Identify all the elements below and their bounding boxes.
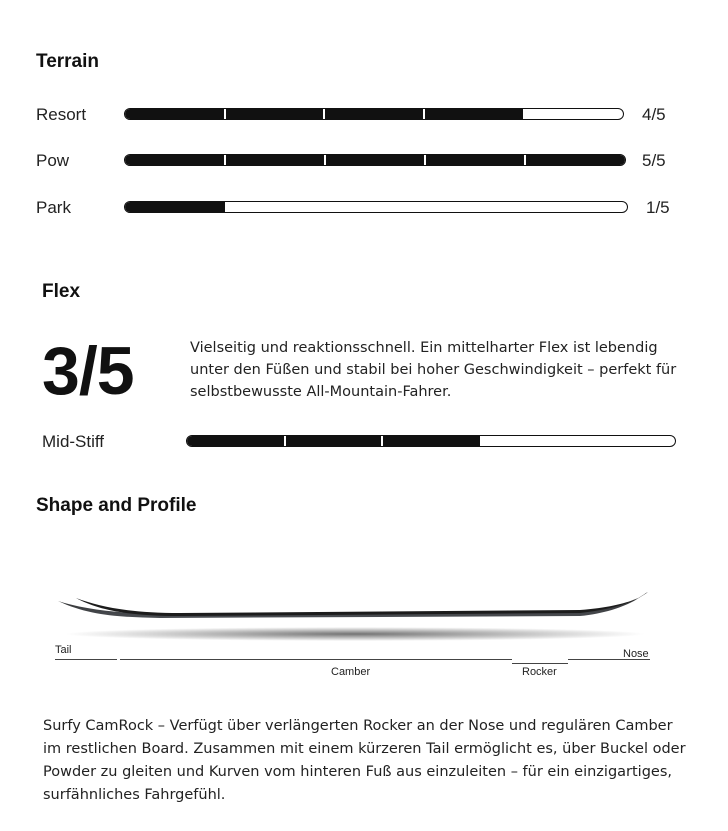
- terrain-bar-fill-pow: [125, 155, 625, 165]
- flex-level-label: Mid-Stiff: [42, 432, 105, 451]
- terrain-heading: Terrain: [36, 51, 100, 72]
- board-profile-illustration: [40, 580, 680, 650]
- flex-description: Vielseitig und reaktionsschnell. Ein mittelharter Flex ist lebendig unter den Füßen und stabil bei hoher Geschwindigkeit – perfekt für selbstbewusste All-Mountain-Fahrer.: [190, 340, 677, 400]
- board-shadow: [65, 627, 645, 641]
- rocker-label: Rocker: [522, 666, 557, 678]
- camber-segment-line: [120, 659, 512, 660]
- nose-label: Nose: [623, 648, 649, 660]
- camber-label: Camber: [331, 666, 371, 678]
- terrain-bar-resort-separator: [423, 109, 425, 119]
- terrain-bar-pow: [124, 154, 626, 166]
- terrain-bar-resort-separator: [224, 109, 226, 119]
- flex-heading: Flex: [42, 281, 81, 302]
- flex-bar-separator: [381, 436, 383, 446]
- flex-bar: [186, 435, 676, 447]
- terrain-value-park: 1/5: [646, 198, 670, 217]
- terrain-bar-fill-park: [125, 202, 225, 212]
- rocker-segment-line: [512, 663, 568, 664]
- terrain-bar-park: [124, 201, 628, 213]
- tail-segment-line: [55, 659, 117, 660]
- terrain-bar-resort-separator: [323, 109, 325, 119]
- shape-description: Surfy CamRock – Verfügt über verlängerten Rocker an der Nose und regulären Camber im restlichen Board. Zusammen mit einem kürzeren Tail ermöglicht es, über Buckel oder Powder zu gleiten und Kurven vom hinteren Fuß aus einzuleiten – für ein einzigartiges, surfähnliches Fahrgefühl.: [43, 718, 686, 803]
- terrain-value-pow: 5/5: [642, 151, 666, 170]
- flex-rating: 3/5: [42, 333, 134, 409]
- terrain-bar-pow-separator: [324, 155, 326, 165]
- terrain-value-resort: 4/5: [642, 105, 666, 124]
- flex-bar-separator: [284, 436, 286, 446]
- shape-heading: Shape and Profile: [36, 495, 197, 516]
- terrain-bar-pow-separator: [424, 155, 426, 165]
- tail-label: Tail: [55, 644, 72, 656]
- terrain-label-resort: Resort: [36, 105, 87, 124]
- terrain-bar-resort: [124, 108, 624, 120]
- board-topsheet: [76, 592, 648, 616]
- terrain-bar-pow-separator: [224, 155, 226, 165]
- terrain-label-pow: Pow: [36, 151, 70, 170]
- terrain-label-park: Park: [36, 198, 71, 217]
- terrain-bar-pow-separator: [524, 155, 526, 165]
- flex-bar-fill: [187, 436, 480, 446]
